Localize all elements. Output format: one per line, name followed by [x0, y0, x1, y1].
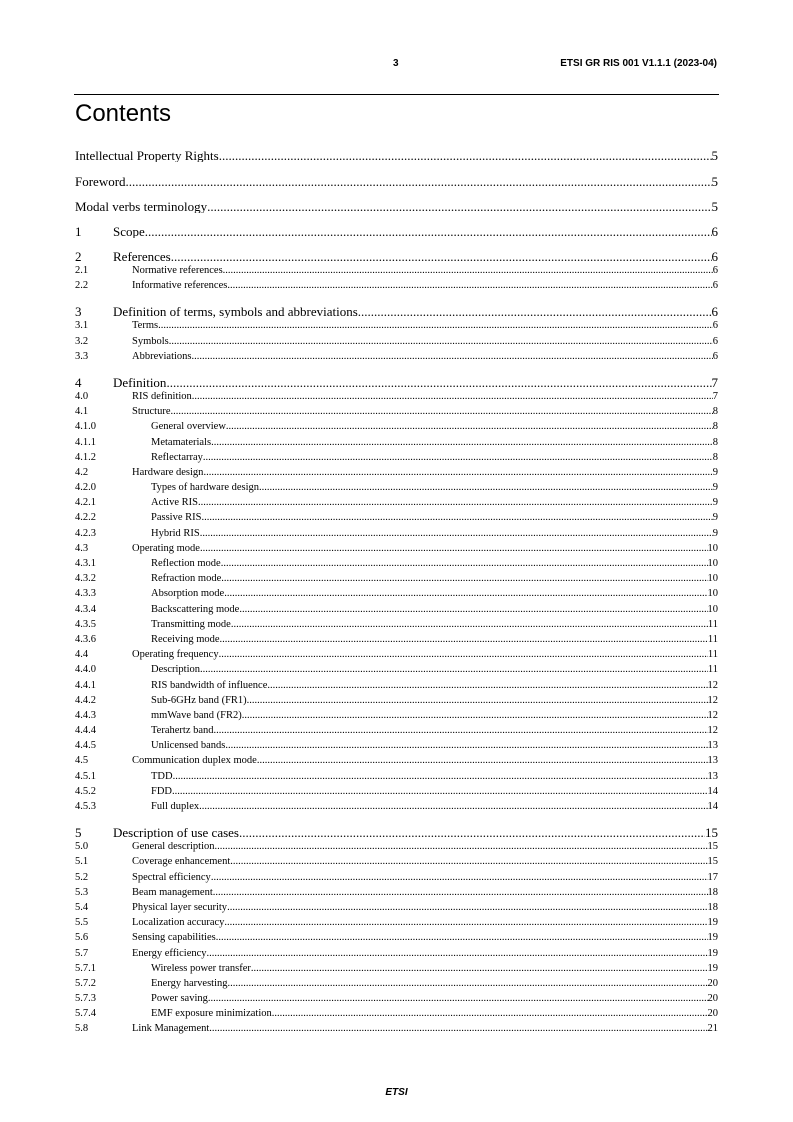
toc-entry-page: 18 — [707, 886, 718, 898]
toc-dot-leader — [171, 404, 713, 419]
toc-entry-title: Absorption mode — [151, 588, 225, 600]
toc-entry[interactable] — [75, 617, 718, 632]
toc-entry-page: 8 — [712, 451, 718, 463]
toc-entry[interactable] — [75, 991, 718, 1006]
toc-dot-leader — [230, 854, 707, 869]
toc-entry[interactable] — [75, 961, 718, 976]
toc-dot-leader — [158, 318, 713, 333]
toc-entry[interactable] — [75, 278, 718, 293]
toc-entry-number: 3 — [75, 305, 82, 319]
toc-entry[interactable] — [75, 1021, 718, 1036]
toc-entry-number: 4.0 — [75, 390, 89, 402]
toc-entry[interactable] — [75, 349, 718, 364]
toc-entry-number: 4.3.3 — [75, 588, 96, 600]
toc-entry-page: 19 — [707, 947, 718, 959]
toc-entry-number: 3.1 — [75, 320, 89, 332]
toc-entry-number: 5.7.1 — [75, 962, 96, 974]
toc-entry[interactable] — [75, 225, 718, 238]
toc-entry-title: Types of hardware design — [151, 482, 260, 494]
toc-entry-title: Operating frequency — [132, 649, 219, 661]
toc-entry-page: 12 — [707, 725, 718, 737]
toc-entry-title: Definition — [113, 375, 167, 389]
toc-entry-number: 4.5.2 — [75, 785, 96, 797]
toc-dot-leader — [221, 571, 707, 586]
toc-entry[interactable] — [75, 976, 718, 991]
toc-dot-leader — [247, 693, 708, 708]
toc-entry-title: Sub-6GHz band (FR1) — [151, 694, 247, 706]
footer-logo-text: ETSI — [385, 1087, 408, 1098]
toc-entry-title: Physical layer security — [132, 901, 228, 913]
toc-entry-number: 4.2.0 — [75, 482, 96, 494]
toc-dot-leader — [227, 900, 707, 915]
toc-entry[interactable] — [75, 708, 718, 723]
page-title: Contents — [75, 100, 172, 127]
toc-dot-leader — [220, 632, 708, 647]
toc-dot-leader — [169, 334, 713, 349]
toc-entry-title: Energy harvesting — [151, 977, 228, 989]
toc-entry-page: 18 — [707, 901, 718, 913]
toc-entry-page: 19 — [707, 962, 718, 974]
toc-entry[interactable] — [75, 799, 718, 814]
toc-entry-title: Terms — [132, 320, 159, 332]
toc-entry-title: Active RIS — [151, 497, 198, 509]
toc-entry-page: 6 — [712, 350, 718, 362]
toc-entry-number: 4.1.1 — [75, 436, 96, 448]
toc-dot-leader — [259, 480, 713, 495]
toc-entry-number: 4.4 — [75, 649, 89, 661]
toc-dot-leader — [239, 602, 707, 617]
toc-entry-number: 4 — [75, 375, 82, 389]
toc-dot-leader — [208, 991, 708, 1006]
toc-dot-leader — [223, 263, 713, 278]
toc-entry[interactable] — [75, 769, 718, 784]
toc-entry[interactable] — [75, 305, 718, 318]
toc-entry[interactable] — [75, 946, 718, 961]
toc-dot-leader — [203, 450, 713, 465]
toc-dot-leader — [251, 961, 708, 976]
toc-entry[interactable] — [75, 753, 718, 768]
toc-entry[interactable] — [75, 404, 718, 419]
toc-entry[interactable] — [75, 465, 718, 480]
toc-entry[interactable] — [75, 318, 718, 333]
toc-entry-number: 5.7.2 — [75, 977, 96, 989]
toc-dot-leader — [192, 389, 713, 404]
toc-entry-number: 4.3.6 — [75, 633, 96, 645]
toc-entry-page: 11 — [707, 633, 718, 645]
toc-entry[interactable] — [75, 915, 718, 930]
toc-entry[interactable] — [75, 419, 718, 434]
toc-entry-title: Sensing capabilities — [132, 932, 216, 944]
toc-entry-number: 5.8 — [75, 1023, 89, 1035]
toc-entry-title: Energy efficiency — [132, 947, 207, 959]
toc-entry-number: 4.3.5 — [75, 618, 96, 630]
toc-entry-number: 4.4.1 — [75, 679, 96, 691]
toc-entry-number: 4.5.3 — [75, 801, 96, 812]
toc-dot-leader — [224, 586, 707, 601]
toc-entry[interactable] — [75, 632, 718, 647]
toc-entry-number: 5.7.3 — [75, 993, 96, 1005]
toc-entry-title: Description of use cases — [113, 826, 239, 840]
toc-dot-leader — [200, 541, 708, 556]
toc-entry-page: 19 — [707, 932, 718, 944]
toc-entry-title: Informative references — [132, 280, 228, 292]
toc-entry-title: Wireless power transfer — [151, 962, 251, 974]
toc-dot-leader — [215, 839, 708, 854]
toc-entry-title: Modal verbs terminology — [75, 200, 208, 213]
toc-entry-title: Foreword — [75, 174, 126, 188]
toc-entry-page: 10 — [707, 558, 718, 569]
toc-entry[interactable] — [75, 175, 718, 188]
toc-entry-page: 5 — [711, 174, 718, 188]
toc-dot-leader — [242, 708, 708, 723]
toc-entry-page: 14 — [707, 801, 718, 812]
toc-entry-number: 4.5 — [75, 755, 89, 767]
toc-entry[interactable] — [75, 693, 718, 708]
toc-dot-leader — [200, 662, 708, 677]
toc-entry-page: 6 — [711, 250, 718, 263]
toc-entry[interactable] — [75, 839, 718, 854]
toc-entry-title: Metamaterials — [151, 436, 212, 448]
toc-entry-number: 1 — [75, 225, 82, 238]
toc-entry-page: 11 — [707, 649, 718, 661]
toc-entry-title: Unlicensed bands — [151, 740, 226, 752]
toc-dot-leader — [203, 465, 712, 480]
toc-entry[interactable] — [75, 885, 718, 900]
toc-dot-leader — [211, 870, 708, 885]
toc-entry[interactable] — [75, 480, 718, 495]
toc-entry[interactable] — [75, 723, 718, 738]
toc-entry-title: Symbols — [132, 335, 169, 347]
toc-entry-title: Communication duplex mode — [132, 755, 257, 767]
toc-entry-page: 8 — [712, 436, 718, 448]
toc-entry-title: Coverage enhancement — [132, 856, 231, 868]
toc-entry-page: 10 — [707, 603, 718, 615]
toc-entry-page: 8 — [712, 406, 718, 418]
toc-dot-leader — [224, 915, 707, 930]
toc-entry-number: 5.4 — [75, 901, 89, 913]
toc-entry-page: 13 — [707, 755, 718, 767]
toc-entry-title: Full duplex — [151, 801, 200, 812]
toc-entry-page: 14 — [707, 785, 718, 797]
toc-entry-number: 4.3.4 — [75, 603, 96, 615]
toc-entry-title: mmWave band (FR2) — [151, 709, 242, 721]
toc-entry-number: 4.2.3 — [75, 527, 96, 539]
toc-entry-page: 7 — [712, 390, 718, 402]
toc-dot-leader — [239, 826, 705, 839]
toc-entry-number: 5 — [75, 826, 82, 840]
toc-entry-title: EMF exposure minimization — [151, 1008, 272, 1020]
toc-dot-leader — [209, 1021, 707, 1036]
toc-dot-leader — [214, 723, 708, 738]
toc-entry-title: General overview — [151, 421, 226, 433]
toc-dot-leader — [200, 526, 713, 541]
toc-entry-page: 12 — [707, 709, 718, 721]
toc-entry-title: RIS bandwidth of influence — [151, 679, 268, 691]
toc-entry-page: 11 — [707, 618, 718, 630]
toc-entry[interactable] — [75, 784, 718, 799]
toc-entry-title: Operating mode — [132, 542, 200, 554]
toc-entry-title: Link Management — [132, 1023, 210, 1035]
toc-entry-page: 17 — [707, 871, 718, 883]
toc-dot-leader — [358, 305, 712, 318]
toc-entry[interactable] — [75, 435, 718, 450]
toc-entry[interactable] — [75, 602, 718, 617]
toc-entry-number: 5.7.4 — [75, 1008, 96, 1020]
toc-entry-page: 6 — [711, 225, 718, 238]
toc-dot-leader — [126, 175, 712, 188]
toc-entry-number: 5.3 — [75, 886, 89, 898]
toc-entry-number: 4.1.0 — [75, 421, 96, 433]
toc-entry-page: 15 — [705, 826, 718, 840]
toc-entry-page: 9 — [712, 527, 718, 539]
toc-entry-title: Scope — [113, 225, 145, 238]
toc-dot-leader — [219, 149, 712, 162]
toc-entry[interactable] — [75, 900, 718, 915]
table-of-contents — [75, 149, 718, 1037]
toc-entry[interactable] — [75, 526, 718, 541]
toc-entry-number: 4.4.4 — [75, 725, 96, 737]
toc-dot-leader — [207, 946, 708, 961]
toc-entry-number: 4.4.3 — [75, 709, 96, 721]
toc-entry-page: 12 — [707, 679, 718, 691]
toc-entry-page: 5 — [711, 149, 718, 162]
toc-entry[interactable] — [75, 826, 718, 839]
toc-entry-title: Transmitting mode — [151, 618, 231, 630]
toc-entry-number: 3.2 — [75, 335, 89, 347]
toc-entry-number: 5.1 — [75, 856, 89, 868]
toc-entry-number: 5.0 — [75, 841, 89, 853]
toc-entry[interactable] — [75, 541, 718, 556]
toc-dot-leader — [213, 885, 708, 900]
toc-entry[interactable] — [75, 586, 718, 601]
toc-entry-title: Localization accuracy — [132, 917, 225, 929]
toc-entry-number: 2.1 — [75, 265, 89, 276]
toc-entry-number: 5.7 — [75, 947, 89, 959]
toc-dot-leader — [227, 278, 712, 293]
toc-entry-number: 4.2 — [75, 466, 89, 478]
toc-entry-page: 9 — [712, 466, 718, 478]
toc-entry-page: 15 — [707, 841, 718, 853]
toc-entry-title: References — [113, 250, 171, 263]
toc-entry[interactable] — [75, 376, 718, 389]
toc-entry-page: 8 — [712, 421, 718, 433]
header-divider — [74, 94, 719, 95]
toc-dot-leader — [173, 769, 708, 784]
toc-entry-number: 2 — [75, 250, 82, 263]
toc-entry-page: 19 — [707, 917, 718, 929]
toc-entry-page: 13 — [707, 770, 718, 782]
toc-entry[interactable] — [75, 1006, 718, 1021]
toc-dot-leader — [192, 349, 713, 364]
toc-entry-page: 11 — [707, 664, 718, 676]
toc-entry-number: 4.1 — [75, 406, 89, 418]
toc-entry-number: 5.2 — [75, 871, 89, 883]
toc-entry-title: Terahertz band — [151, 725, 214, 737]
toc-entry-number: 4.3 — [75, 542, 89, 554]
toc-entry-title: Hardware design — [132, 466, 204, 478]
toc-entry[interactable] — [75, 250, 718, 263]
toc-dot-leader — [145, 225, 712, 238]
toc-entry-title: Normative references — [132, 265, 223, 276]
toc-entry-page: 21 — [707, 1023, 718, 1035]
toc-entry-title: General description — [132, 841, 215, 853]
toc-dot-leader — [257, 753, 708, 768]
toc-entry-number: 3.3 — [75, 350, 89, 362]
toc-entry-number: 4.2.1 — [75, 497, 96, 509]
toc-entry[interactable] — [75, 450, 718, 465]
toc-dot-leader — [228, 976, 708, 991]
toc-entry-title: Structure — [132, 406, 171, 418]
toc-entry-number: 4.3.1 — [75, 558, 96, 569]
toc-entry-title: Beam management — [132, 886, 213, 898]
toc-entry-number: 4.2.2 — [75, 512, 96, 524]
toc-entry-number: 4.3.2 — [75, 573, 96, 585]
toc-dot-leader — [226, 419, 713, 434]
toc-entry-title: Abbreviations — [132, 350, 192, 362]
toc-entry-page: 5 — [711, 200, 718, 213]
toc-entry-number: 5.6 — [75, 932, 89, 944]
toc-entry-title: Intellectual Property Rights — [75, 149, 219, 162]
toc-entry-page: 10 — [707, 573, 718, 585]
toc-entry-page: 12 — [707, 694, 718, 706]
toc-dot-leader — [216, 930, 708, 945]
toc-entry-title: Refraction mode — [151, 573, 222, 585]
toc-entry-title: Backscattering mode — [151, 603, 240, 615]
toc-entry-number: 5.5 — [75, 917, 89, 929]
toc-dot-leader — [211, 435, 713, 450]
toc-entry-title: Hybrid RIS — [151, 527, 200, 539]
toc-entry-page: 20 — [707, 1008, 718, 1020]
toc-entry-page: 6 — [711, 305, 718, 319]
toc-dot-leader — [171, 250, 712, 263]
document-reference: ETSI GR RIS 001 V1.1.1 (2023-04) — [560, 58, 717, 69]
toc-dot-leader — [201, 510, 712, 525]
toc-entry[interactable] — [75, 571, 718, 586]
toc-entry[interactable] — [75, 200, 718, 213]
toc-entry-page: 9 — [712, 482, 718, 494]
toc-dot-leader — [199, 799, 707, 814]
toc-entry[interactable] — [75, 647, 718, 662]
toc-entry-number: 4.4.0 — [75, 664, 96, 676]
toc-entry-title: RIS definition — [132, 390, 192, 402]
toc-entry-page: 20 — [707, 993, 718, 1005]
toc-entry-title: Passive RIS — [151, 512, 202, 524]
toc-entry[interactable] — [75, 678, 718, 693]
toc-entry[interactable] — [75, 263, 718, 278]
toc-entry[interactable] — [75, 854, 718, 869]
toc-entry-title: Reflectarray — [151, 451, 203, 463]
toc-entry[interactable] — [75, 662, 718, 677]
toc-entry-title: Power saving — [151, 993, 208, 1005]
toc-entry-page: 6 — [712, 280, 718, 292]
toc-entry[interactable] — [75, 930, 718, 945]
page-number: 3 — [393, 58, 399, 69]
toc-entry[interactable] — [75, 149, 718, 162]
toc-entry-page: 6 — [712, 335, 718, 347]
toc-dot-leader — [267, 678, 707, 693]
toc-entry-number: 2.2 — [75, 280, 89, 292]
toc-entry-title: Spectral efficiency — [132, 871, 211, 883]
toc-dot-leader — [172, 784, 707, 799]
toc-dot-leader — [221, 556, 708, 571]
toc-entry[interactable] — [75, 870, 718, 885]
toc-entry[interactable] — [75, 334, 718, 349]
toc-entry[interactable] — [75, 510, 718, 525]
toc-dot-leader — [219, 647, 708, 662]
toc-dot-leader — [207, 200, 711, 213]
toc-entry-title: Receiving mode — [151, 633, 220, 645]
toc-dot-leader — [231, 617, 708, 632]
toc-entry-page: 6 — [712, 265, 718, 276]
toc-entry-page: 9 — [712, 512, 718, 524]
toc-entry-page: 9 — [712, 497, 718, 509]
toc-dot-leader — [166, 376, 711, 389]
toc-dot-leader — [272, 1006, 708, 1021]
toc-entry-page: 10 — [707, 588, 718, 600]
toc-entry-page: 10 — [707, 542, 718, 554]
toc-entry-number: 4.4.5 — [75, 740, 96, 752]
toc-entry-title: Description — [151, 664, 200, 676]
toc-entry-title: Reflection mode — [151, 558, 221, 569]
toc-entry[interactable] — [75, 556, 718, 571]
toc-entry-title: Definition of terms, symbols and abbreviations — [113, 305, 358, 319]
toc-entry-title: TDD — [151, 770, 173, 782]
toc-dot-leader — [225, 738, 707, 753]
toc-entry[interactable] — [75, 389, 718, 404]
toc-entry-number: 4.5.1 — [75, 770, 96, 782]
toc-entry-number: 4.4.2 — [75, 694, 96, 706]
toc-entry-page: 13 — [707, 740, 718, 752]
toc-entry-number: 4.1.2 — [75, 451, 96, 463]
toc-entry-page: 20 — [707, 977, 718, 989]
toc-entry[interactable] — [75, 738, 718, 753]
toc-dot-leader — [198, 495, 713, 510]
toc-entry[interactable] — [75, 495, 718, 510]
toc-entry-page: 6 — [712, 320, 718, 332]
toc-entry-page: 7 — [711, 375, 718, 389]
toc-entry-title: FDD — [151, 785, 173, 797]
toc-entry-page: 15 — [707, 856, 718, 868]
